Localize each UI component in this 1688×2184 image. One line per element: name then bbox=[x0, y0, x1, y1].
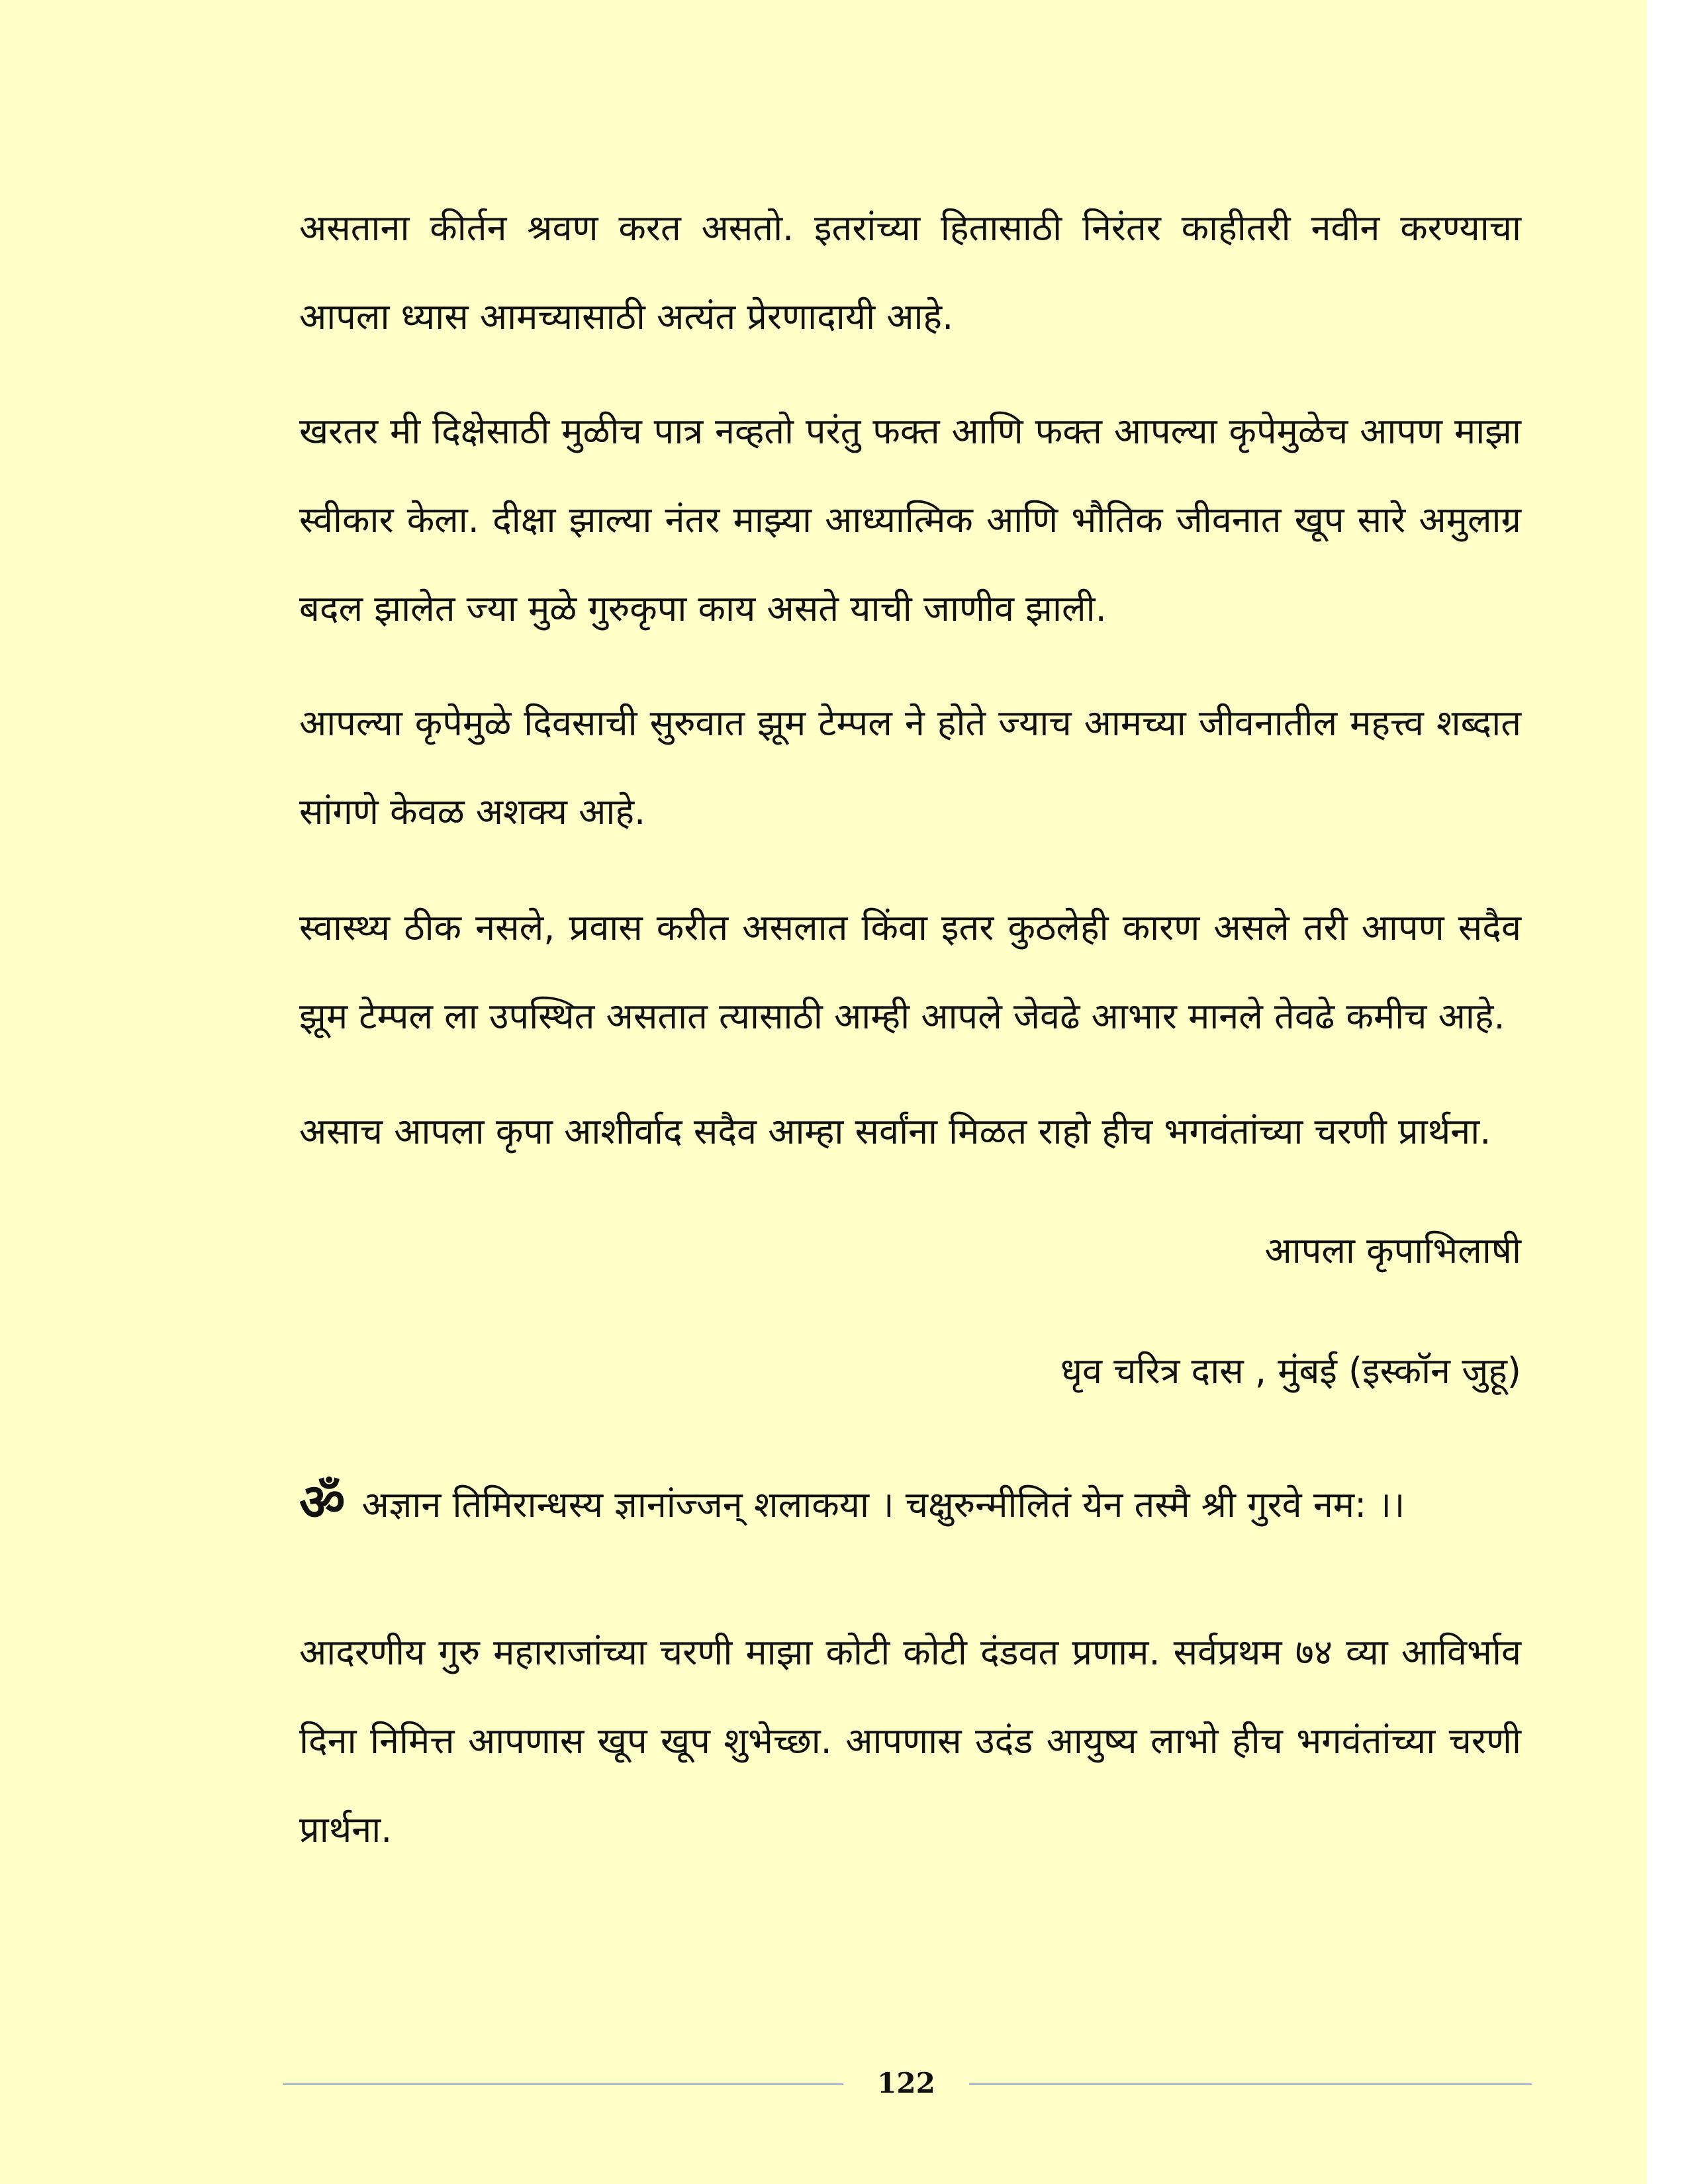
page-number: 122 bbox=[877, 2067, 935, 2099]
paragraph-diksha: खरतर मी दिक्षेसाठी मुळीच पात्र नव्हतो परंतु फक्त आणि फक्त आपल्या कृपेमुळेच आपण माझा स्वीकार केला. दीक्षा झाल्या नंतर माझ्या आध्यात्मिक आणि भौतिक जीवनात खूप सारे अमुलाग्र बदल झालेत ज्या मुळे गुरुकृपा काय असते याची जाणीव झाली. bbox=[299, 410, 1521, 629]
footer-rule-right bbox=[969, 2083, 1532, 2085]
guru-mantra bbox=[299, 1469, 1521, 1538]
mantra-text: अज्ञान तिमिरान्धस्य ज्ञानांज्जन् शलाकया । चक्षुरुन्मीलितं येन तस्मै श्री गुरवे नम: ।। bbox=[361, 1484, 1405, 1525]
paragraph-blessing-prayer: असाच आपला कृपा आशीर्वाद सदैव आम्हा सर्वांना मिळत राहो हीच भगवंतांच्या चरणी प्रार्थना. bbox=[299, 1111, 1491, 1152]
paragraph-kirtan: असताना कीर्तन श्रवण करत असतो. इतरांच्या हितासाठी निरंतर काहीतरी नवीन करण्याचा आपला ध्यास आमच्यासाठी अत्यंत प्रेरणादायी आहे. bbox=[299, 207, 1521, 338]
paragraph-vyasa-puja-greeting: आदरणीय गुरु महाराजांच्या चरणी माझा कोटी कोटी दंडवत प्रणाम. सर्वप्रथम ७४ व्या आविर्भाव दिना निमित्त आपणास खूप खूप शुभेच्छा. आपणास उदंड आयुष्य लाभो हीच भगवंतांच्या चरणी प्रार्थना. bbox=[299, 1631, 1521, 1850]
signature-name: धृव चरित्र दास , मुंबई (इस्कॉन जुहू) bbox=[1060, 1350, 1521, 1392]
footer-rule-left bbox=[283, 2083, 843, 2085]
paragraph-attendance: स्वास्थ्य ठीक नसले, प्रवास करीत असलात किंवा इतर कुठलेही कारण असले तरी आपण सदैव झूम टेम्पल ला उपस्थित असतात त्यासाठी आम्ही आपले जेवढे आभार मानले तेवढे कमीच आहे. bbox=[299, 907, 1521, 1037]
signature-closing: आपला कृपाभिलाषी bbox=[1264, 1230, 1521, 1271]
om-symbol-icon: ॐ bbox=[299, 1473, 346, 1531]
paragraph-zoom-temple: आपल्या कृपेमुळे दिवसाची सुरुवात झूम टेम्पल ने होते ज्याच आमच्या जीवनातील महत्त्व शब्दात सांगणे केवळ अशक्य आहे. bbox=[299, 702, 1521, 833]
